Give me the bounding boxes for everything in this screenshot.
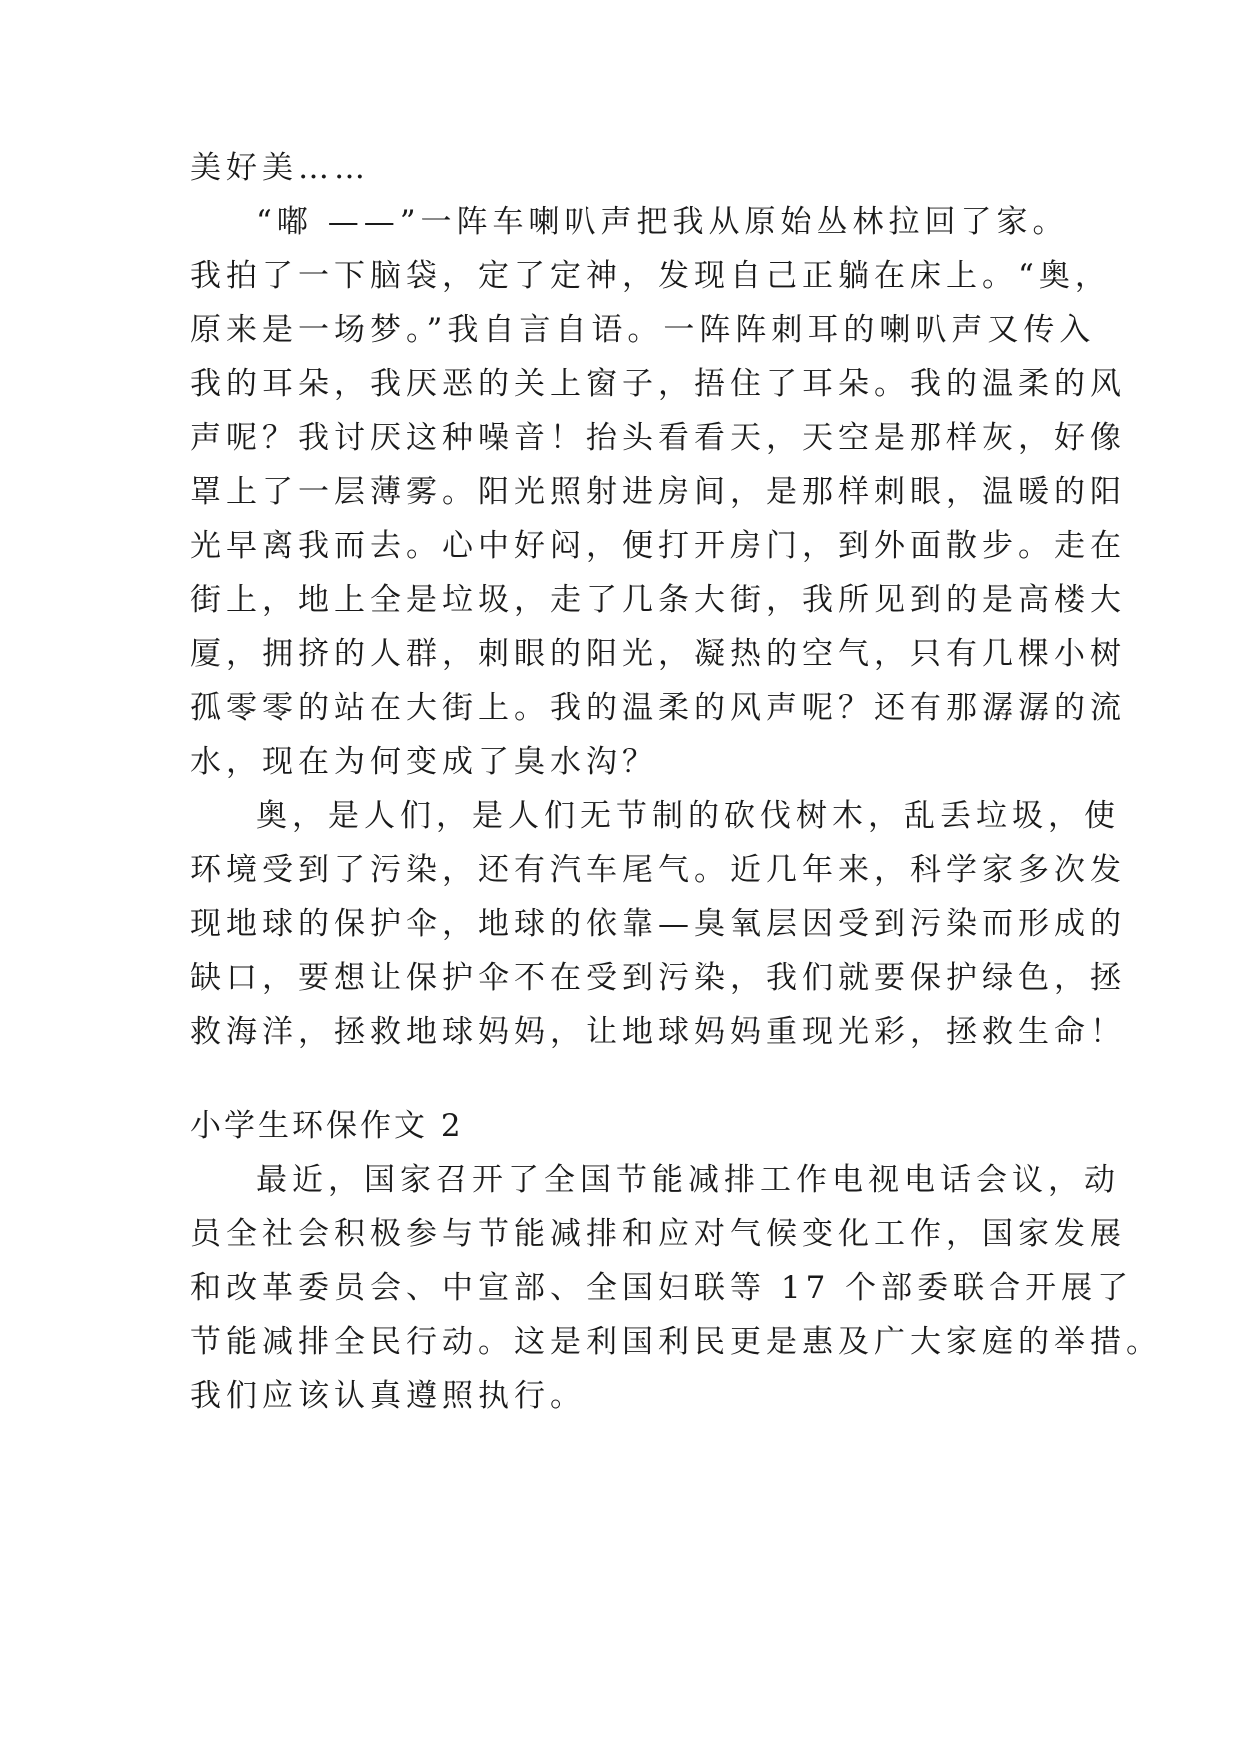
text-line: 缺口，要想让保护伞不在受到污染，我们就要保护绿色，拯 bbox=[190, 960, 1126, 996]
text-line: 厦，拥挤的人群，刺眼的阳光，凝热的空气，只有几棵小树 bbox=[190, 636, 1126, 672]
text-line: 奥，是人们，是人们无节制的砍伐树木，乱丢垃圾，使 bbox=[256, 798, 1120, 834]
text-line: 光早离我而去。心中好闷，便打开房门，到外面散步。走在 bbox=[190, 528, 1126, 564]
text-line: 美好美…… bbox=[190, 150, 370, 186]
text-line: 员全社会积极参与节能减排和应对气候变化工作，国家发展 bbox=[190, 1216, 1126, 1252]
text-line: 罩上了一层薄雾。阳光照射进房间，是那样刺眼，温暖的阳 bbox=[190, 474, 1126, 510]
text-line: 声呢？我讨厌这种噪音！抬头看看天，天空是那样灰，好像 bbox=[190, 420, 1126, 456]
section-heading: 小学生环保作文 2 bbox=[190, 1108, 464, 1144]
text-line: 现地球的保护伞，地球的依靠—臭氧层因受到污染而形成的 bbox=[190, 906, 1126, 942]
text-line: 原来是一场梦。”我自言自语。一阵阵刺耳的喇叭声又传入 bbox=[190, 312, 1096, 348]
text-line: 我拍了一下脑袋，定了定神，发现自己正躺在床上。“奥， bbox=[190, 258, 1111, 294]
text-line: 街上，地上全是垃圾，走了几条大街，我所见到的是高楼大 bbox=[190, 582, 1126, 618]
text-line: 节能减排全民行动。这是利国利民更是惠及广大家庭的举措。 bbox=[190, 1324, 1162, 1360]
text-line: 我的耳朵，我厌恶的关上窗子，捂住了耳朵。我的温柔的风 bbox=[190, 366, 1126, 402]
text-line: 水，现在为何变成了臭水沟？ bbox=[190, 744, 658, 780]
text-line: 环境受到了污染，还有汽车尾气。近几年来，科学家多次发 bbox=[190, 852, 1126, 888]
text-line: 最近，国家召开了全国节能减排工作电视电话会议，动 bbox=[256, 1162, 1120, 1198]
text-line: “嘟 ——”一阵车喇叭声把我从原始丛林拉回了家。 bbox=[256, 204, 1069, 240]
text-line: 救海洋，拯救地球妈妈，让地球妈妈重现光彩，拯救生命！ bbox=[190, 1014, 1126, 1050]
text-line: 孤零零的站在大街上。我的温柔的风声呢？还有那潺潺的流 bbox=[190, 690, 1126, 726]
text-line: 和改革委员会、中宣部、全国妇联等 17 个部委联合开展了 bbox=[190, 1270, 1134, 1306]
text-line: 我们应该认真遵照执行。 bbox=[190, 1378, 586, 1414]
